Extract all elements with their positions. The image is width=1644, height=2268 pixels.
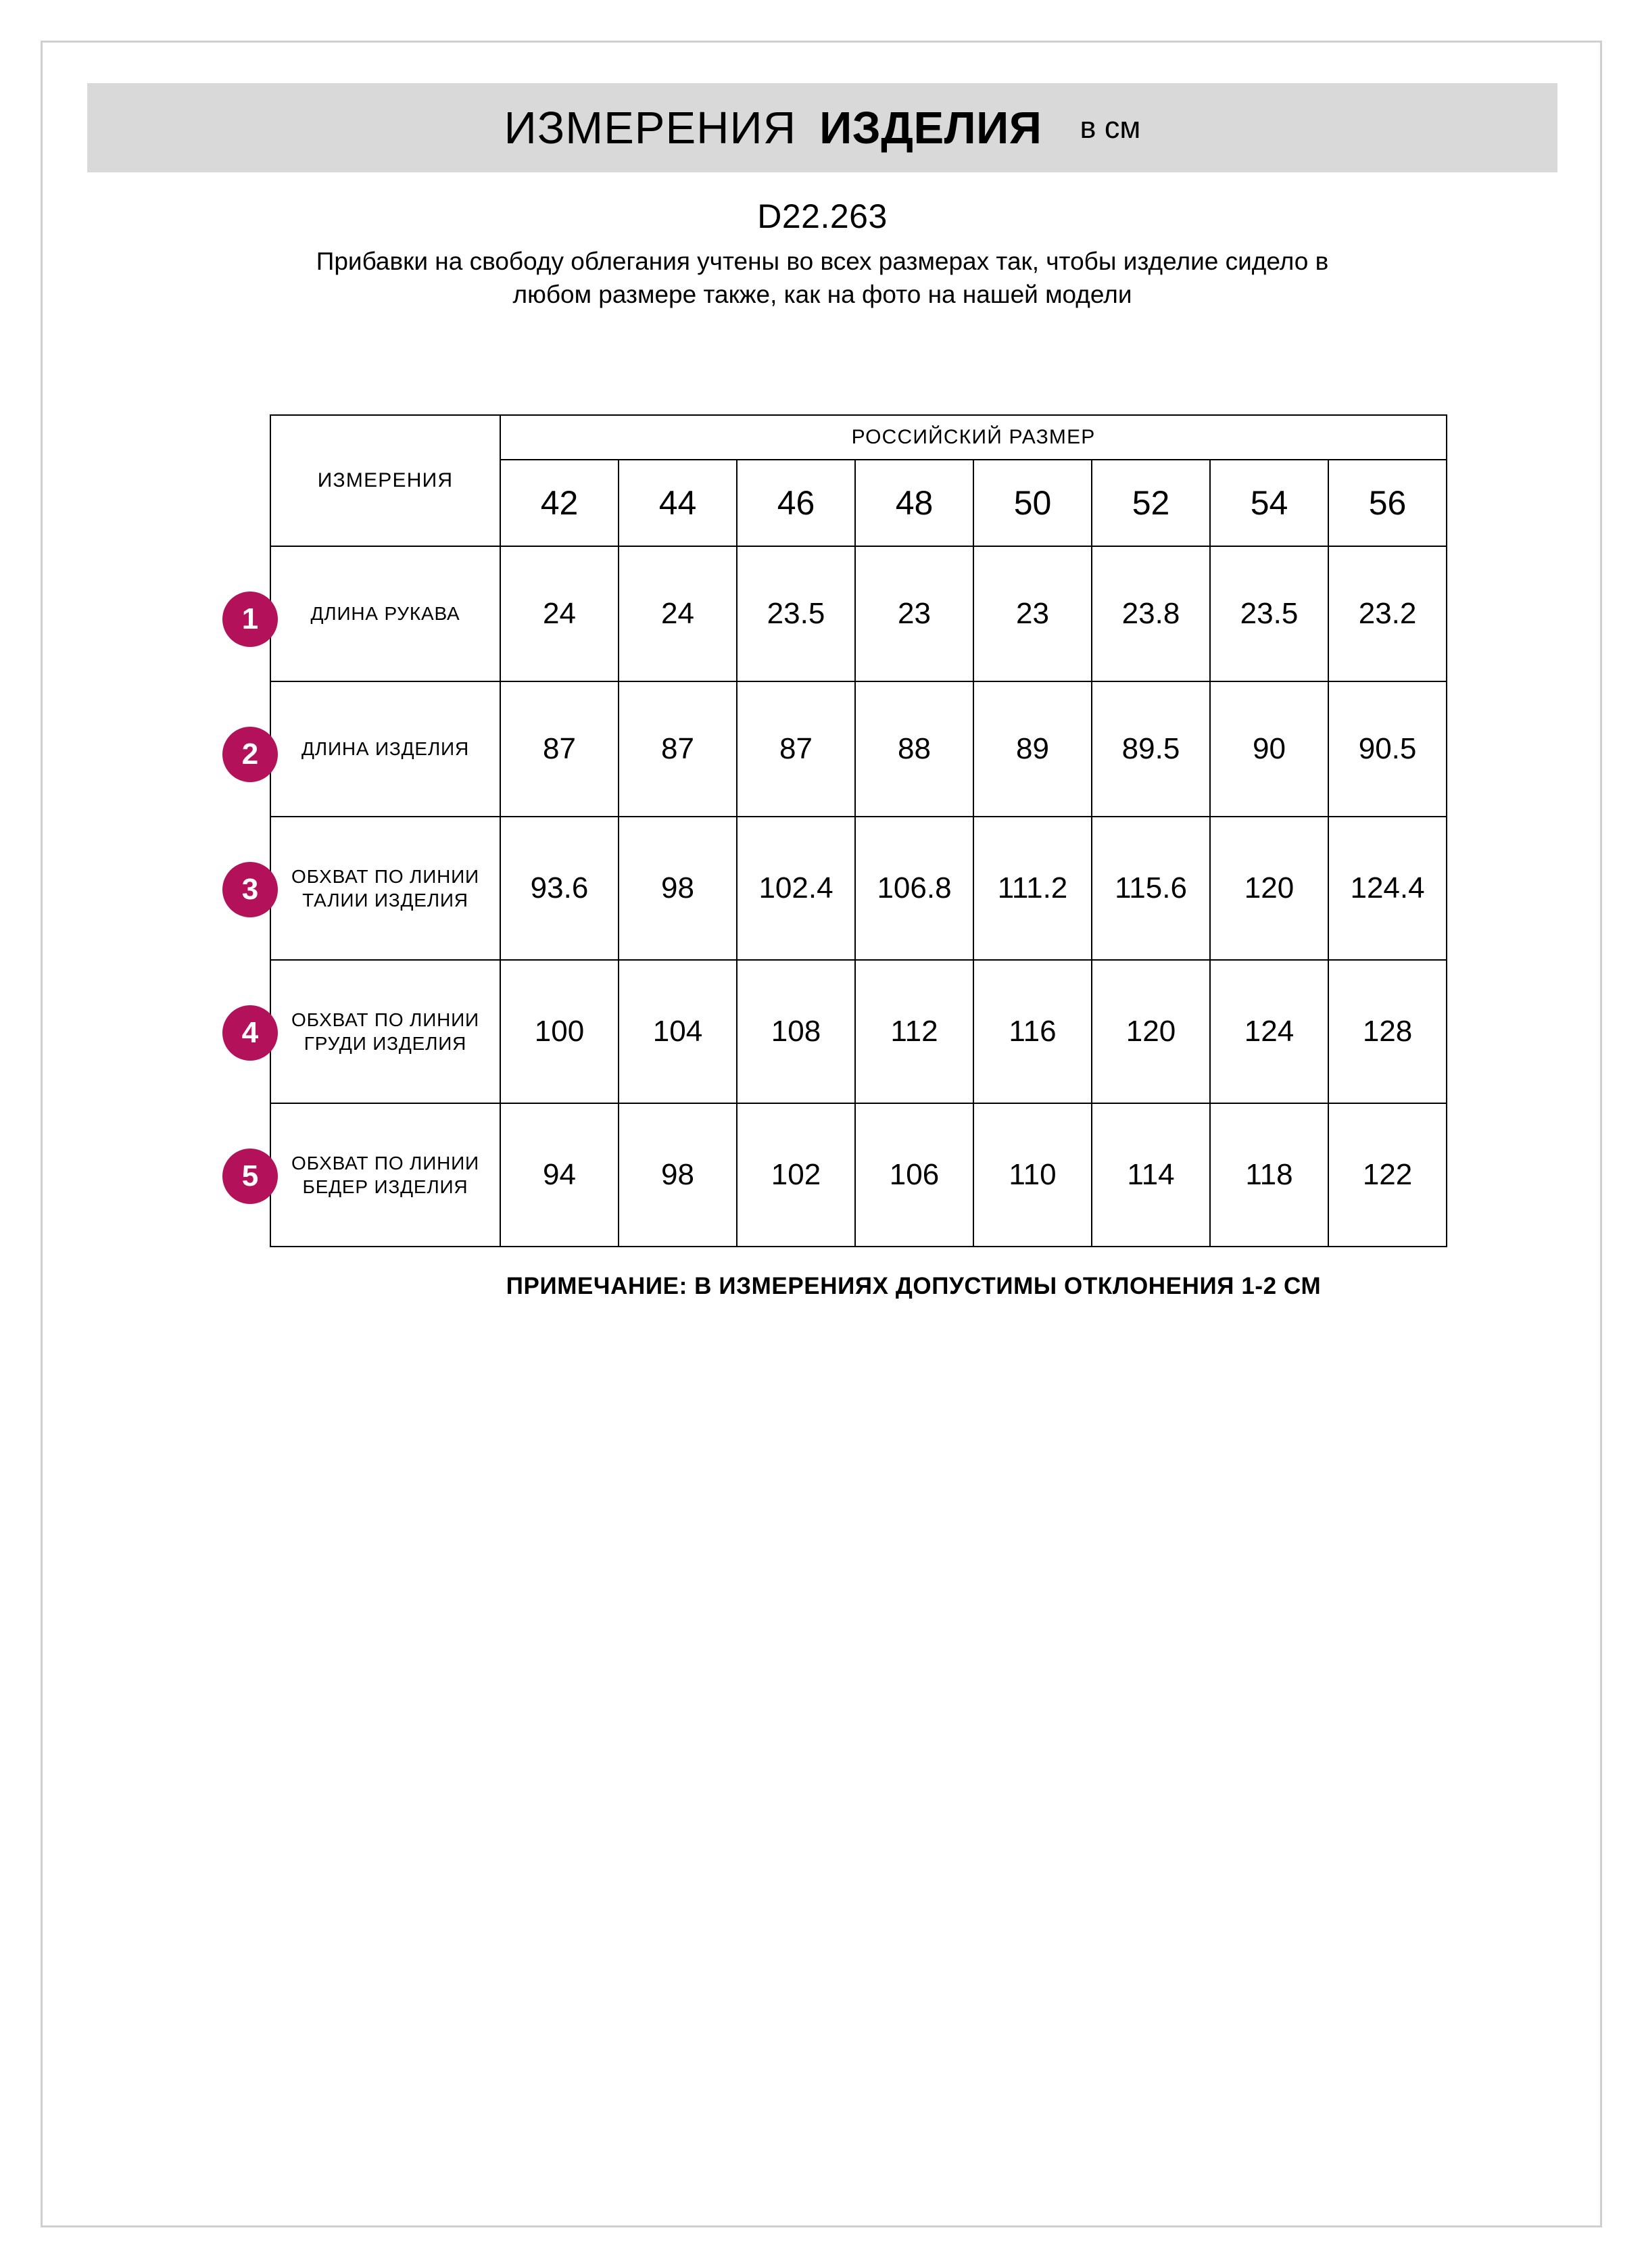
cell-r4-c44: 104 bbox=[619, 960, 737, 1103]
cell-r4-c46: 108 bbox=[737, 960, 855, 1103]
cell-r3-c44: 98 bbox=[619, 817, 737, 960]
cell-r1-c46: 23.5 bbox=[737, 546, 855, 681]
header-russian-size: РОССИЙСКИЙ РАЗМЕР bbox=[500, 415, 1447, 460]
table-row bbox=[270, 1103, 1447, 1247]
table-row bbox=[270, 681, 1447, 817]
row-label-sleeve-length: ДЛИНА РУКАВА bbox=[270, 546, 500, 681]
document-body bbox=[87, 83, 1557, 1300]
row-bullet-3: 3 bbox=[222, 862, 278, 917]
size-header-46: 46 bbox=[737, 460, 855, 546]
table-row bbox=[270, 817, 1447, 960]
table-group-header-row bbox=[270, 415, 1447, 460]
cell-r2-c52: 89.5 bbox=[1092, 681, 1210, 817]
cell-r2-c44: 87 bbox=[619, 681, 737, 817]
size-table bbox=[270, 414, 1447, 1247]
document-page bbox=[41, 41, 1602, 2227]
cell-r5-c48: 106 bbox=[855, 1103, 973, 1247]
cell-r4-c50: 116 bbox=[973, 960, 1092, 1103]
cell-r2-c48: 88 bbox=[855, 681, 973, 817]
cell-r2-c42: 87 bbox=[500, 681, 619, 817]
cell-r1-c50: 23 bbox=[973, 546, 1092, 681]
cell-r4-c48: 112 bbox=[855, 960, 973, 1103]
size-header-44: 44 bbox=[619, 460, 737, 546]
cell-r4-c42: 100 bbox=[500, 960, 619, 1103]
row-label-waist: ОБХВАТ ПО ЛИНИИ ТАЛИИ ИЗДЕЛИЯ bbox=[270, 817, 500, 960]
cell-r5-c52: 114 bbox=[1092, 1103, 1210, 1247]
cell-r3-c50: 111.2 bbox=[973, 817, 1092, 960]
cell-r5-c42: 94 bbox=[500, 1103, 619, 1247]
row-label-chest: ОБХВАТ ПО ЛИНИИ ГРУДИ ИЗДЕЛИЯ bbox=[270, 960, 500, 1103]
row-bullet-4: 4 bbox=[222, 1005, 278, 1061]
table-row bbox=[270, 546, 1447, 681]
cell-r3-c46: 102.4 bbox=[737, 817, 855, 960]
size-header-48: 48 bbox=[855, 460, 973, 546]
cell-r2-c54: 90 bbox=[1210, 681, 1328, 817]
size-table-wrapper bbox=[87, 414, 1557, 1300]
title-product: ИЗДЕЛИЯ bbox=[819, 102, 1042, 153]
table-row bbox=[270, 960, 1447, 1103]
size-header-52: 52 bbox=[1092, 460, 1210, 546]
cell-r4-c54: 124 bbox=[1210, 960, 1328, 1103]
row-bullet-1: 1 bbox=[222, 592, 278, 647]
cell-r5-c46: 102 bbox=[737, 1103, 855, 1247]
size-header-56: 56 bbox=[1328, 460, 1447, 546]
cell-r3-c48: 106.8 bbox=[855, 817, 973, 960]
row-bullet-2: 2 bbox=[222, 727, 278, 782]
cell-r1-c52: 23.8 bbox=[1092, 546, 1210, 681]
article-code: D22.263 bbox=[757, 197, 888, 235]
cell-r3-c42: 93.6 bbox=[500, 817, 619, 960]
header-measurements: ИЗМЕРЕНИЯ bbox=[270, 415, 500, 546]
cell-r3-c52: 115.6 bbox=[1092, 817, 1210, 960]
title-units: в см bbox=[1080, 110, 1141, 145]
note-text: ПРИМЕЧАНИЕ: В ИЗМЕРЕНИЯХ ДОПУСТИМЫ ОТКЛОНЕНИЯ 1-2 СМ bbox=[506, 1272, 1322, 1299]
cell-r4-c56: 128 bbox=[1328, 960, 1447, 1103]
row-label-product-length: ДЛИНА ИЗДЕЛИЯ bbox=[270, 681, 500, 817]
cell-r1-c54: 23.5 bbox=[1210, 546, 1328, 681]
size-header-42: 42 bbox=[500, 460, 619, 546]
title-measurements: ИЗМЕРЕНИЯ bbox=[504, 102, 797, 153]
cell-r1-c44: 24 bbox=[619, 546, 737, 681]
cell-r3-c54: 120 bbox=[1210, 817, 1328, 960]
cell-r2-c46: 87 bbox=[737, 681, 855, 817]
size-header-50: 50 bbox=[973, 460, 1092, 546]
row-bullet-5: 5 bbox=[222, 1149, 278, 1204]
row-label-hips: ОБХВАТ ПО ЛИНИИ БЕДЕР ИЗДЕЛИЯ bbox=[270, 1103, 500, 1247]
cell-r2-c56: 90.5 bbox=[1328, 681, 1447, 817]
cell-r2-c50: 89 bbox=[973, 681, 1092, 817]
cell-r5-c56: 122 bbox=[1328, 1103, 1447, 1247]
cell-r5-c44: 98 bbox=[619, 1103, 737, 1247]
cell-r3-c56: 124.4 bbox=[1328, 817, 1447, 960]
cell-r1-c56: 23.2 bbox=[1328, 546, 1447, 681]
cell-r5-c50: 110 bbox=[973, 1103, 1092, 1247]
description-text: Прибавки на свободу облегания учтены во всех размерах так, чтобы изделие сидело в любом размере также, как на фото на нашей модели bbox=[316, 247, 1329, 308]
cell-r4-c52: 120 bbox=[1092, 960, 1210, 1103]
size-header-54: 54 bbox=[1210, 460, 1328, 546]
cell-r1-c48: 23 bbox=[855, 546, 973, 681]
cell-r5-c54: 118 bbox=[1210, 1103, 1328, 1247]
cell-r1-c42: 24 bbox=[500, 546, 619, 681]
title-bar bbox=[87, 83, 1557, 172]
